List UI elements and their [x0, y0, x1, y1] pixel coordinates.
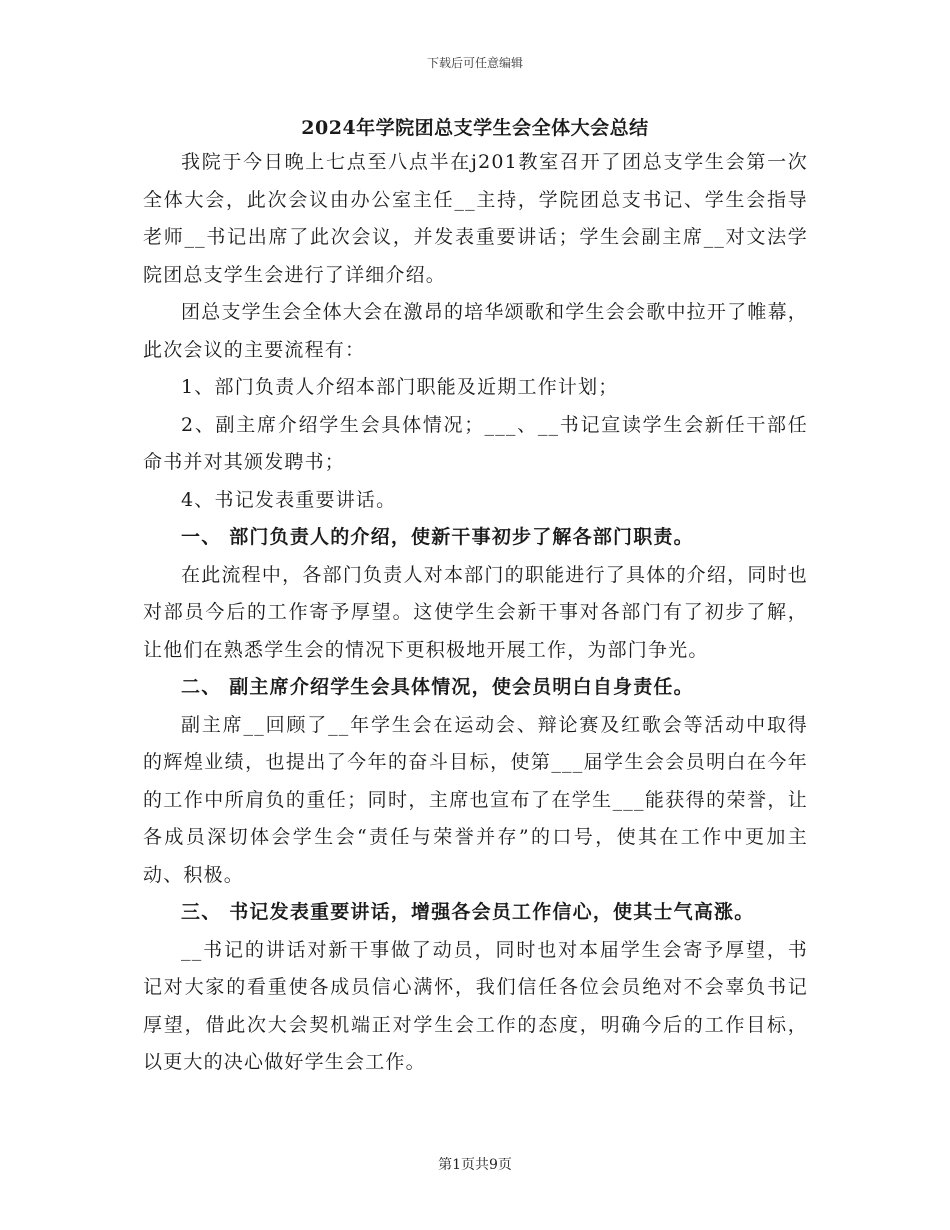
section-heading-2: 二、 副主席介绍学生会具体情况，使会员明白自身责任。 — [181, 676, 694, 698]
list-item-2: 2、副主席介绍学生会具体情况；___、__书记宣读学生会新任干部任命书并对其颁发聘书； — [143, 413, 808, 473]
document-title: 2024年学院团总支学生会全体大会总结 — [301, 117, 649, 139]
document-body — [143, 144, 808, 1082]
paragraph-opening: 团总支学生会全体大会在激昂的培华颂歌和学生会会歌中拉开了帷幕，此次会议的主要流程有： — [143, 301, 808, 361]
list-item-1: 1、部门负责人介绍本部门职能及近期工作计划； — [181, 376, 619, 398]
section-heading-1: 一、 部门负责人的介绍，使新干事初步了解各部门职责。 — [181, 526, 694, 548]
section-body-2: 副主席__回顾了__年学生会在运动会、辩论赛及红歌会等活动中取得的辉煌业绩，也提出了今年的奋斗目标，使第___届学生会会员明白在今年的工作中所肩负的重任；同时，主席也宣布了在学生___能获得的荣誉，让各成员深切体会学生会“责任与荣誉并存”的口号，使其在工作中更加主动、积极。 — [143, 713, 808, 886]
section-heading-3: 三、 书记发表重要讲话，增强各会员工作信心，使其士气高涨。 — [181, 901, 755, 923]
paragraph-intro: 我院于今日晚上七点至八点半在j201教室召开了团总支学生会第一次全体大会，此次会议由办公室主任__主持，学院团总支书记、学生会指导老师__书记出席了此次会议，并发表重要讲话；学生会副主席__对文法学院团总支学生会进行了详细介绍。 — [143, 151, 808, 286]
section-body-1: 在此流程中，各部门负责人对本部门的职能进行了具体的介绍，同时也对部员今后的工作寄予厚望。这使学生会新干事对各部门有了初步了解，让他们在熟悉学生会的情况下更积极地开展工作，为部门争光。 — [143, 563, 808, 661]
section-body-3: __书记的讲话对新干事做了动员，同时也对本届学生会寄予厚望，书记对大家的看重使各成员信心满怀，我们信任各位会员绝对不会辜负书记厚望，借此次大会契机端正对学生会工作的态度，明确今后的工作目标，以更大的决心做好学生会工作。 — [143, 938, 808, 1073]
list-item-4: 4、书记发表重要讲话。 — [181, 488, 397, 511]
header-note: 下载后可任意编辑 — [426, 56, 523, 70]
page-number: 第1页共9页 — [438, 1157, 512, 1173]
